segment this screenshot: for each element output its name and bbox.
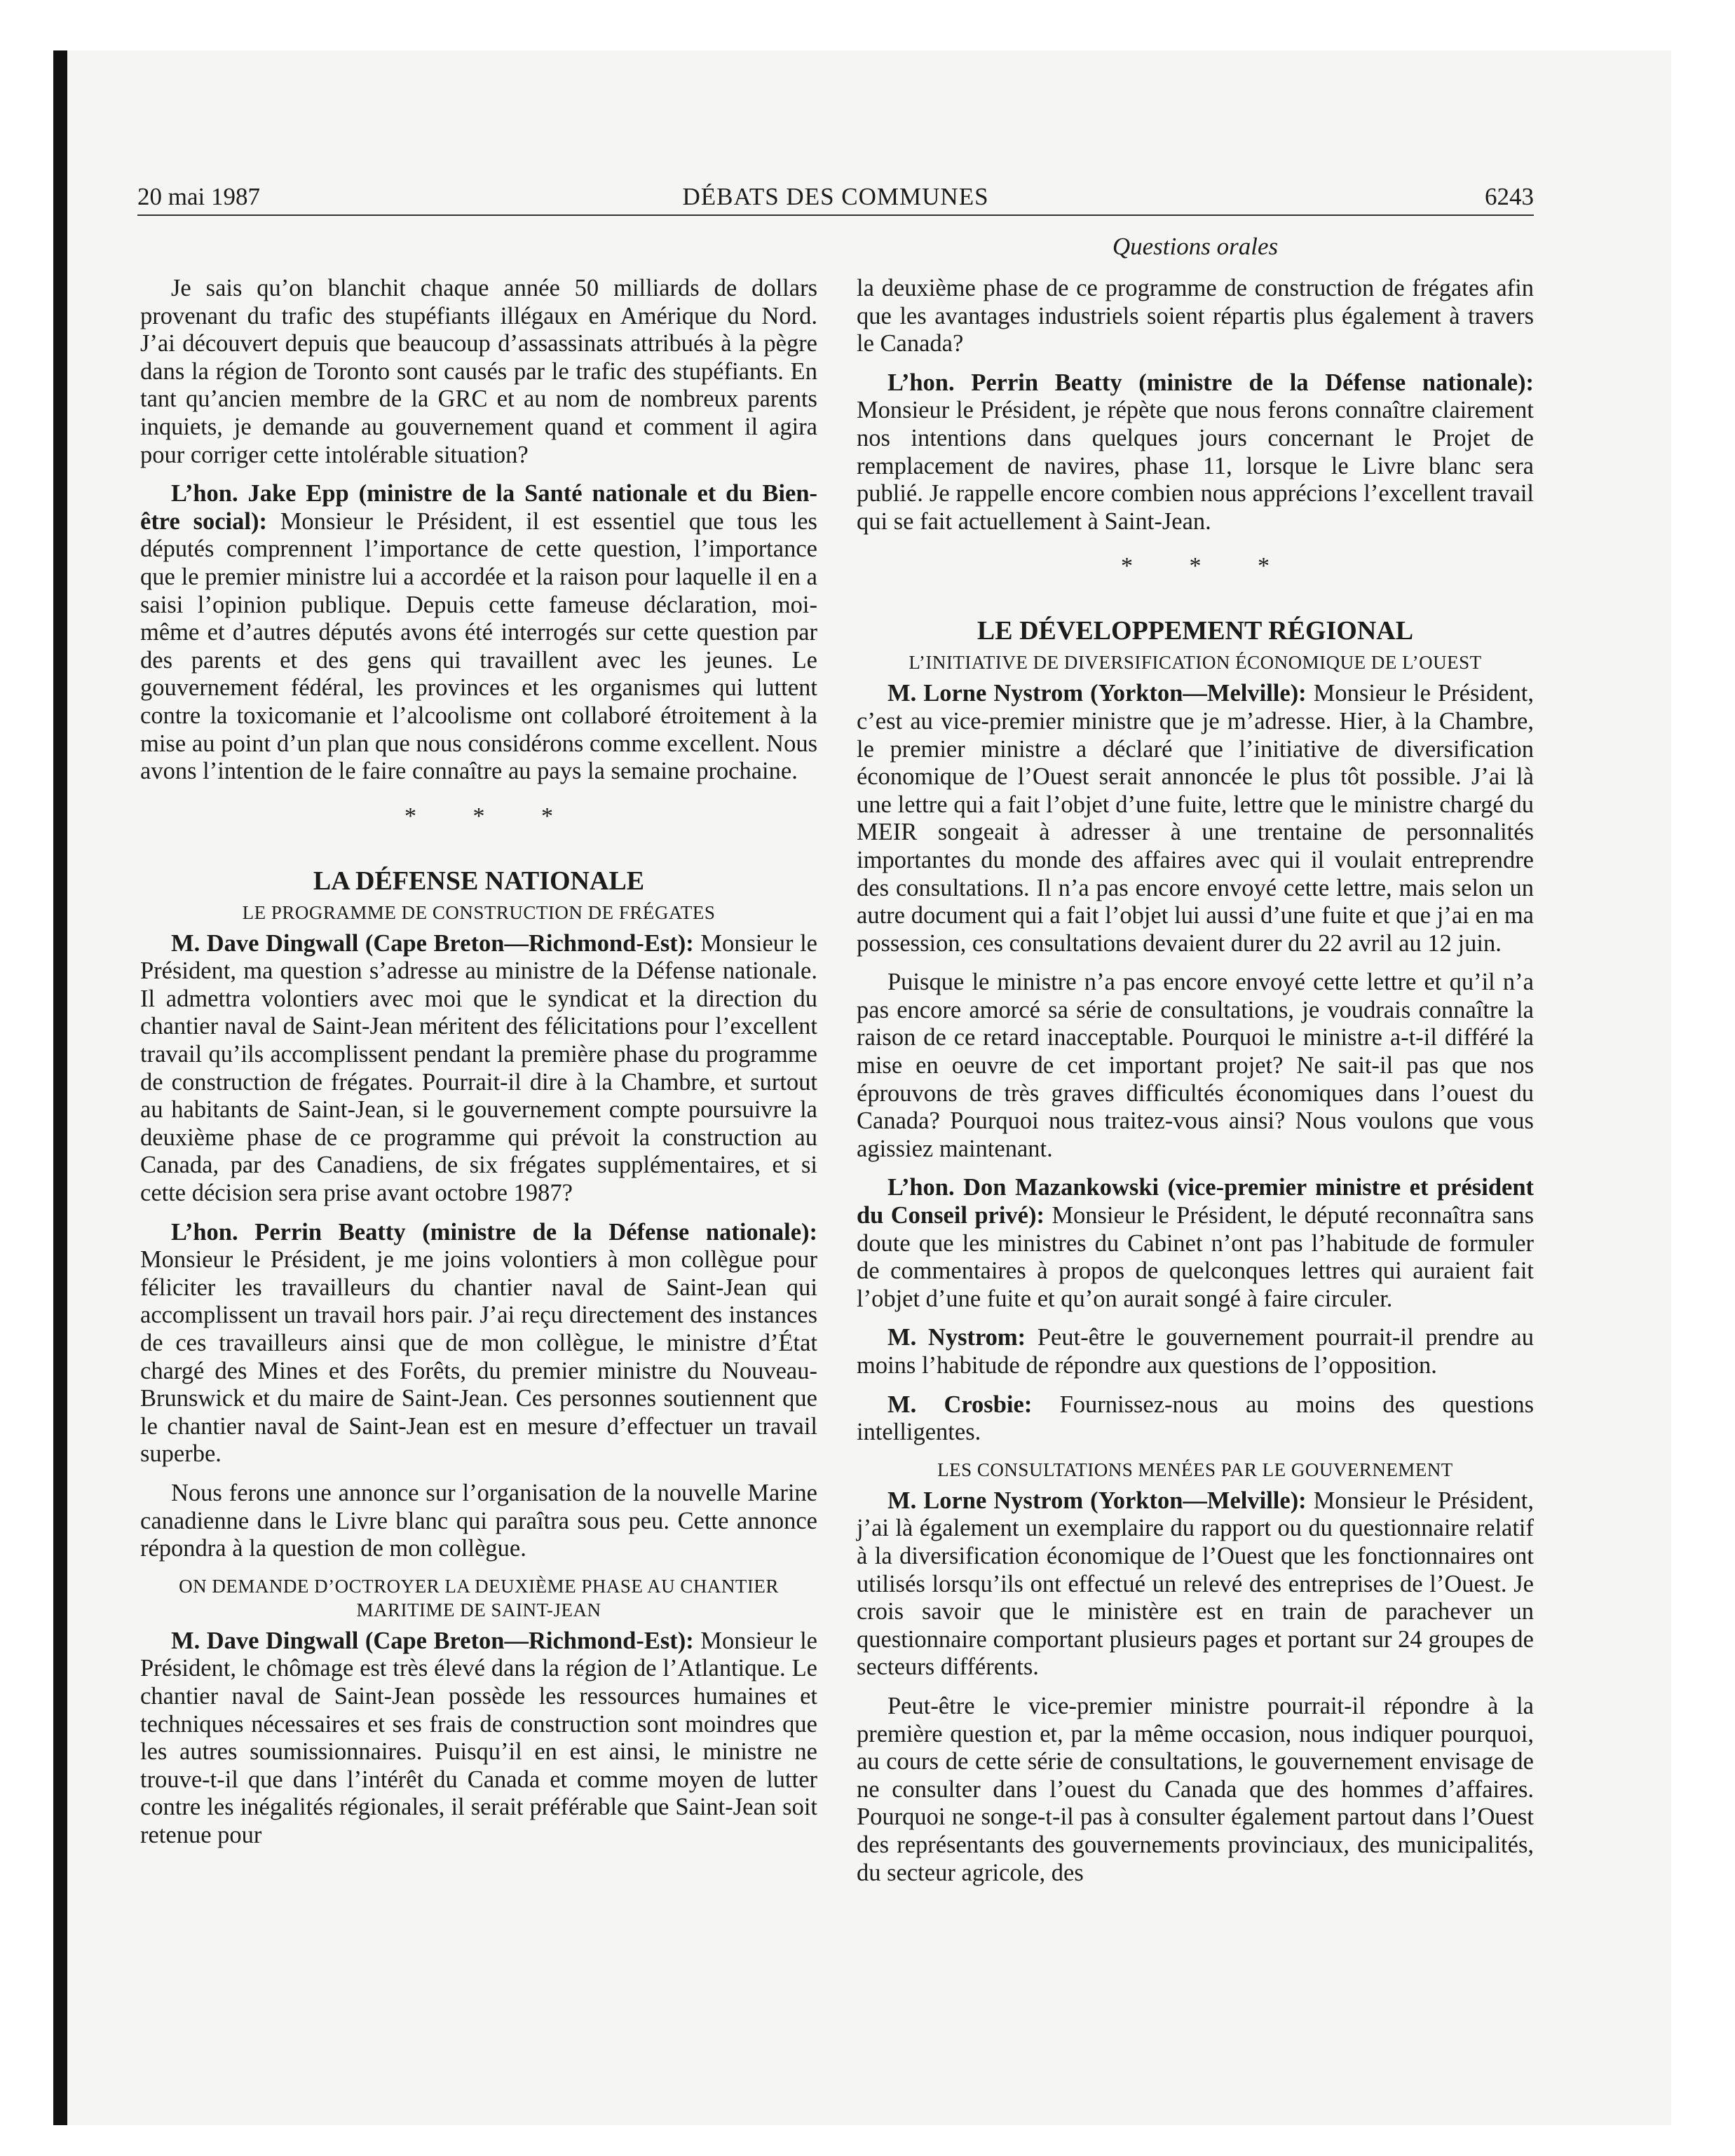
paragraph-text: Peut-être le gouvernement pourrait-il prendre au moins l’habitude de répondre aux questions de l’opposition. xyxy=(857,1324,1534,1379)
paragraph-text: Fournissez-nous au moins des questions intelligentes. xyxy=(857,1391,1535,1446)
paragraph-text: Monsieur le Président, ma question s’adresse au ministre de la Défense nationale. Il admettra volontiers avec moi que le syndicat et la direction du chantier naval de Saint-Jean méritent des félicitations pour l’excellent travail qu’ils accomplissent pendant la première phase du programme de construction de frégates. Pourrait-il dire à la Chambre, et surtout au habitants de Saint-Jean, si le gouvernement compte poursuivre la deuxième phase de ce programme qui prévoit la construction au Canada, par des Canadiens, de six frégates supplémentaires, et si cette décision sera prise avant octobre 1987? xyxy=(140,929,817,1207)
speaker-name: M. Lorne Nystrom (Yorkton—Melville): xyxy=(887,680,1307,707)
speaker-name: M. Dave Dingwall (Cape Breton—Richmond-Est): xyxy=(171,1627,694,1654)
paragraph-text: Monsieur le Président, je répète que nous ferons connaître clairement nos intentions dans quelques jours concernant le Projet de remplacement de navires, phase 11, lorsque le Livre blanc sera publié. Je rappelle encore combien nous apprécions l’excellent travail qui se fait actuellement à Saint-Jean. xyxy=(857,397,1534,535)
paragraph xyxy=(857,1174,1534,1313)
paragraph xyxy=(857,1391,1534,1447)
paragraph-text: Monsieur le Président, c’est au vice-premier ministre que je m’adresse. Hier, à la Chambre, le premier ministre a déclaré que l’initiative de diversification économique de l’Ouest serait annoncée le plus tôt possible. J’ai là une lettre qui a fait l’objet d’une fuite, lettre que le ministre chargé du MEIR songeait à adresser à une trentaine de personnalités importantes du monde des affaires avec qui il voulait entreprendre des consultations. Il n’a pas encore envoyé cette lettre, mais selon un autre document qui a fait l’objet lui aussi d’une fuite et que j’ai en ma possession, ces consultations devaient durer du 22 avril au 12 juin. xyxy=(857,680,1534,957)
header-title: DÉBATS DES COMMUNES xyxy=(682,183,989,210)
left-column xyxy=(140,275,817,1861)
paragraph-text: Monsieur le Président, le chômage est très élevé dans la région de l’Atlantique. Le chantier naval de Saint-Jean possède les ressources humaines et techniques nécessaires et ses frais de construction sont moindres que les autres soumissionnaires. Puisqu’il en est ainsi, le ministre ne trouve-t-il que dans l’intérêt du Canada et comme moyen de lutter contre les inégalités régionales, il serait préférable que Saint-Jean soit retenue pour xyxy=(140,1627,817,1848)
paragraph: Puisque le ministre n’a pas encore envoyé cette lettre et qu’il n’a pas encore amorcé sa série de consultations, je voudrais connaître la raison de ce retard inacceptable. Pourquoi le ministre a-t-il différé la mise en oeuvre de cet important projet? Ne sait-il pas que nos éprouvons de très graves difficultés économiques dans l’ouest du Canada? Pourquoi nous traitez-vous ainsi? Nous voulons que vous agissiez maintenant. xyxy=(857,969,1534,1162)
speaker-name: L’hon. Don Mazankowski (vice-premier ministre et président du Conseil privé): xyxy=(857,1174,1534,1229)
section-separator: * * * xyxy=(1121,553,1295,580)
paragraph xyxy=(140,480,817,786)
speaker-name: M. Nystrom: xyxy=(887,1324,1026,1351)
speaker-name: L’hon. Perrin Beatty (ministre de la Défense nationale): xyxy=(171,1218,817,1246)
paragraph-text: Monsieur le Président, il est essentiel que tous les députés comprennent l’importance de cette question, l’importance que le premier ministre lui a accordée et la raison pour laquelle il en a saisi l’opinion publique. Depuis cette fameuse déclaration, moi-même et d’autres députés avons été interrogés sur cette question par des parents et des gens qui travaillent avec les jeunes. Le gouvernement fédéral, les provinces et les organismes qui luttent contre la toxicomanie et l’alcoolisme ont collaboré étroitement à la mise au point d’un plan que nous considérons comme excellent. Nous avons l’intention de le faire connaître au pays la semaine prochaine. xyxy=(140,507,817,785)
paragraph: Je sais qu’on blanchit chaque année 50 milliards de dollars provenant du trafic des stupéfiants illégaux en Amérique du Nord. J’ai découvert depuis que beaucoup d’assassinats attribués à la pègre dans la région de Toronto sont causés par le trafic des stupéfiants. En tant qu’ancien membre de la GRC et au nom de nombreux parents inquiets, je demande au gouvernement quand et comment il agira pour corriger cette intolérable situation? xyxy=(140,275,817,468)
paragraph xyxy=(857,680,1534,957)
paragraph: la deuxième phase de ce programme de construction de frégates afin que les avantages industriels soient répartis plus également à travers le Canada? xyxy=(857,275,1534,357)
paragraph: Peut-être le vice-premier ministre pourrait-il répondre à la première question et, par la même occasion, nous indiquer pourquoi, au cours de cette série de consultations, le gouvernement envisage de ne consulter dans l’ouest du Canada que des hommes d’affaires. Pourquoi ne songe-t-il pas à consulter également partout dans l’Ouest des représentants des gouvernements provinciaux, des municipalités, du secteur agricole, des xyxy=(857,1692,1534,1886)
header-page-number: 6243 xyxy=(1485,183,1534,210)
subsection-title: LE PROGRAMME DE CONSTRUCTION DE FRÉGATES xyxy=(242,901,716,923)
paragraph xyxy=(857,1324,1534,1379)
binding-edge xyxy=(53,50,67,2125)
paragraph-text: Monsieur le Président, j’ai là également un exemplaire du rapport ou du questionnaire relatif à la diversification économique de l’Ouest que les fonctionnaires ont utilisés lorsqu’ils ont effectué un relevé des entreprises de l’Ouest. Je crois savoir que le ministère est en train de parachever un questionnaire comportant plusieurs pages et portant sur 24 groupes de secteurs différents. xyxy=(857,1487,1534,1681)
paragraph-text: Monsieur le Président, je me joins volontiers à mon collègue pour féliciter les travailleurs du chantier naval de Saint-Jean qui accomplissent un travail hors pair. J’ai reçu directement des instances de ces travailleurs ainsi que de mon collègue, le ministre d’État chargé des Mines et des Forêts, du premier ministre du Nouveau-Brunswick et du maire de Saint-Jean. Ces personnes soutiennent que le chantier naval de Saint-Jean est en mesure d’effectuer un travail superbe. xyxy=(140,1246,817,1468)
section-running-title: Questions orales xyxy=(1112,233,1279,260)
section-title: LE DÉVELOPPEMENT RÉGIONAL xyxy=(977,616,1414,646)
subsection-title: L’INITIATIVE DE DIVERSIFICATION ÉCONOMIQUE DE L’OUEST xyxy=(909,652,1482,674)
paragraph xyxy=(857,369,1534,536)
paragraph-text: Monsieur le Président, le député reconnaîtra sans doute que les ministres du Cabinet n’ont pas l’habitude de formuler de commentaires à propos de quelconques lettres qui auraient fait l’objet d’une fuite et qu’on aurait songé à faire circuler. xyxy=(857,1202,1534,1312)
speaker-name: M. Crosbie: xyxy=(887,1391,1033,1418)
paragraph xyxy=(140,1219,817,1468)
section-title: LA DÉFENSE NATIONALE xyxy=(313,866,645,896)
section-separator: * * * xyxy=(404,803,578,829)
speaker-name: L’hon. Jake Epp (ministre de la Santé nationale et du Bien-être social): xyxy=(140,480,817,535)
speaker-name: M. Dave Dingwall (Cape Breton—Richmond-Est): xyxy=(171,929,694,957)
subsection-title: ON DEMANDE D’OCTROYER LA DEUXIÈME PHASE AU CHANTIER MARITIME DE SAINT-JEAN xyxy=(179,1575,779,1621)
paragraph: Nous ferons une annonce sur l’organisation de la nouvelle Marine canadienne dans le Livre blanc qui paraîtra sous peu. Cette annonce répondra à la question de mon collègue. xyxy=(140,1479,817,1562)
paragraph xyxy=(140,1628,817,1850)
speaker-name: M. Lorne Nystrom (Yorkton—Melville): xyxy=(887,1487,1307,1514)
page-header xyxy=(137,179,1534,216)
speaker-name: L’hon. Perrin Beatty (ministre de la Défense nationale): xyxy=(887,369,1534,396)
paragraph xyxy=(857,1487,1534,1681)
subsection-title: LES CONSULTATIONS MENÉES PAR LE GOUVERNEMENT xyxy=(937,1459,1453,1480)
right-column xyxy=(857,275,1534,1898)
paragraph xyxy=(140,930,817,1208)
header-date: 20 mai 1987 xyxy=(137,183,260,210)
